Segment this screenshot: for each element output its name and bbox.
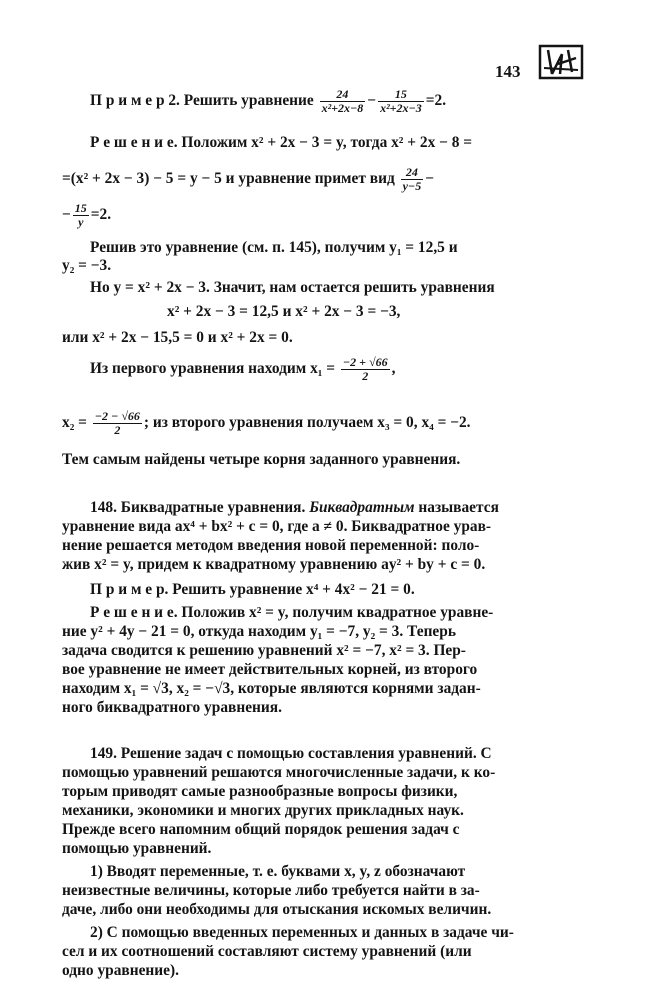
- example-2-line: П р и м е р 2. Решить уравнение $\frac{24}{\text{x²+2x−8}}$ − $\frac{15}{\text{x²+2x−3}}$ =2.: [90, 87, 447, 115]
- section-149-line-4: механики, экономики и многих других прикладных наук.: [62, 802, 464, 819]
- section-148-line-5: П р и м е р. Решить уравнение x⁴ + 4x² − 21 = 0.: [90, 581, 415, 598]
- section-148-heading: 148. Биквадратные уравнения. Биквадратным называется: [90, 499, 499, 516]
- example-2-label: П р и м е р 2. Решить уравнение: [90, 92, 318, 110]
- section-148-line-7: ние y² + 4y − 21 = 0, откуда находим y₁ = −7, y₂ = 3. Теперь: [62, 623, 456, 640]
- section-148-line-2: уравнение вида ax⁴ + bx² + c = 0, где a ≠ 0. Биквадратное урав-: [62, 518, 492, 535]
- section-149-line-10: 2) С помощью введенных переменных и данных в задаче чи-: [90, 924, 514, 941]
- equations-line: x² + 2x − 3 = 12,5 и x² + 2x − 3 = −3,: [167, 303, 401, 320]
- result-line-1: Решив это уравнение (см. п. 145), получим y₁ = 12,5 и: [90, 239, 458, 256]
- fraction-15: $\frac{15}{\text{x²+2x−3}}$: [380, 87, 422, 115]
- fraction-24-y: $\frac{24}{y-5}$: [402, 165, 422, 193]
- or-line: или x² + 2x − 15,5 = 0 и x² + 2x = 0.: [62, 329, 293, 346]
- first-root-line: Из первого уравнения находим x₁ = $\frac{-2 + √66}{2}$ ,: [90, 355, 396, 383]
- solution-line-2: =(x² + 2x − 3) − 5 = y − 5 и уравнение примет вид $\frac{24}{y-5}$ −: [62, 165, 434, 193]
- result-line-2: y₂ = −3.: [62, 257, 112, 274]
- section-148-line-11: ного биквадратного уравнения.: [62, 699, 282, 716]
- section-148-line-10: находим x₁ = √3, x₂ = −√3, которые являются корнями задан-: [62, 680, 481, 697]
- section-149-line-5: Прежде всего напомним общий порядок решения задач с: [62, 821, 460, 838]
- section-148-line-4: жив x² = y, придем к квадратному уравнению ay² + by + c = 0.: [62, 556, 486, 573]
- second-root-line: x₂ = $\frac{-2 - √66}{2}$ ; из второго уравнения получаем x₃ = 0, x₄ = −2.: [62, 409, 471, 437]
- section-149-line-3: торым приводят самые разнообразные вопросы физики,: [62, 783, 458, 800]
- but-line: Но y = x² + 2x − 3. Значит, нам остается решить уравнения: [90, 279, 495, 296]
- page-number: 143: [495, 62, 521, 81]
- section-149-heading: 149. Решение задач с помощью составления уравнений. С: [90, 745, 492, 762]
- section-149-line-7: 1) Вводят переменные, т. е. буквами x, y, z обозначают: [90, 863, 466, 880]
- library-stamp-icon: [538, 44, 584, 80]
- section-149-line-12: одно уравнение).: [62, 962, 179, 979]
- section-149-line-11: сел и их соотношений составляют систему уравнений (или: [62, 943, 472, 960]
- fraction-24: $\frac{24}{\text{x²+2x−8}}$: [321, 87, 364, 115]
- section-148-line-6: Р е ш е н и е. Положив x² = y, получим квадратное уравне-: [90, 604, 494, 621]
- section-149-line-9: даче, либо они необходимы для отыскания искомых величин.: [62, 901, 492, 918]
- conclusion-line: Тем самым найдены четыре корня заданного уравнения.: [62, 451, 461, 468]
- section-148-line-9: вое уравнение не имеет действительных корней, из второго: [62, 661, 478, 678]
- fraction-15-y: $\frac{15}{y}$: [74, 201, 87, 229]
- fraction-root-1: $\frac{-2 + √66}{2}$: [342, 355, 388, 383]
- solution-line-1: Р е ш е н и е. Положим x² + 2x − 3 = y, тогда x² + 2x − 8 =: [90, 134, 473, 151]
- solution-line-3: − $\frac{15}{y}$ =2.: [62, 201, 112, 229]
- section-149-line-6: помощью уравнений.: [62, 840, 212, 857]
- section-149-line-8: неизвестные величины, которые либо требуется найти в за-: [62, 882, 480, 899]
- section-149-line-2: помощью уравнений решаются многочисленные задачи, к ко-: [62, 764, 496, 781]
- section-148-line-8: задача сводится к решению уравнений x² = −7, x² = 3. Пер-: [62, 642, 466, 659]
- section-148-line-3: нение решается методом введения новой переменной: поло-: [62, 537, 480, 554]
- fraction-root-2: $\frac{-2 - √66}{2}$: [94, 409, 140, 437]
